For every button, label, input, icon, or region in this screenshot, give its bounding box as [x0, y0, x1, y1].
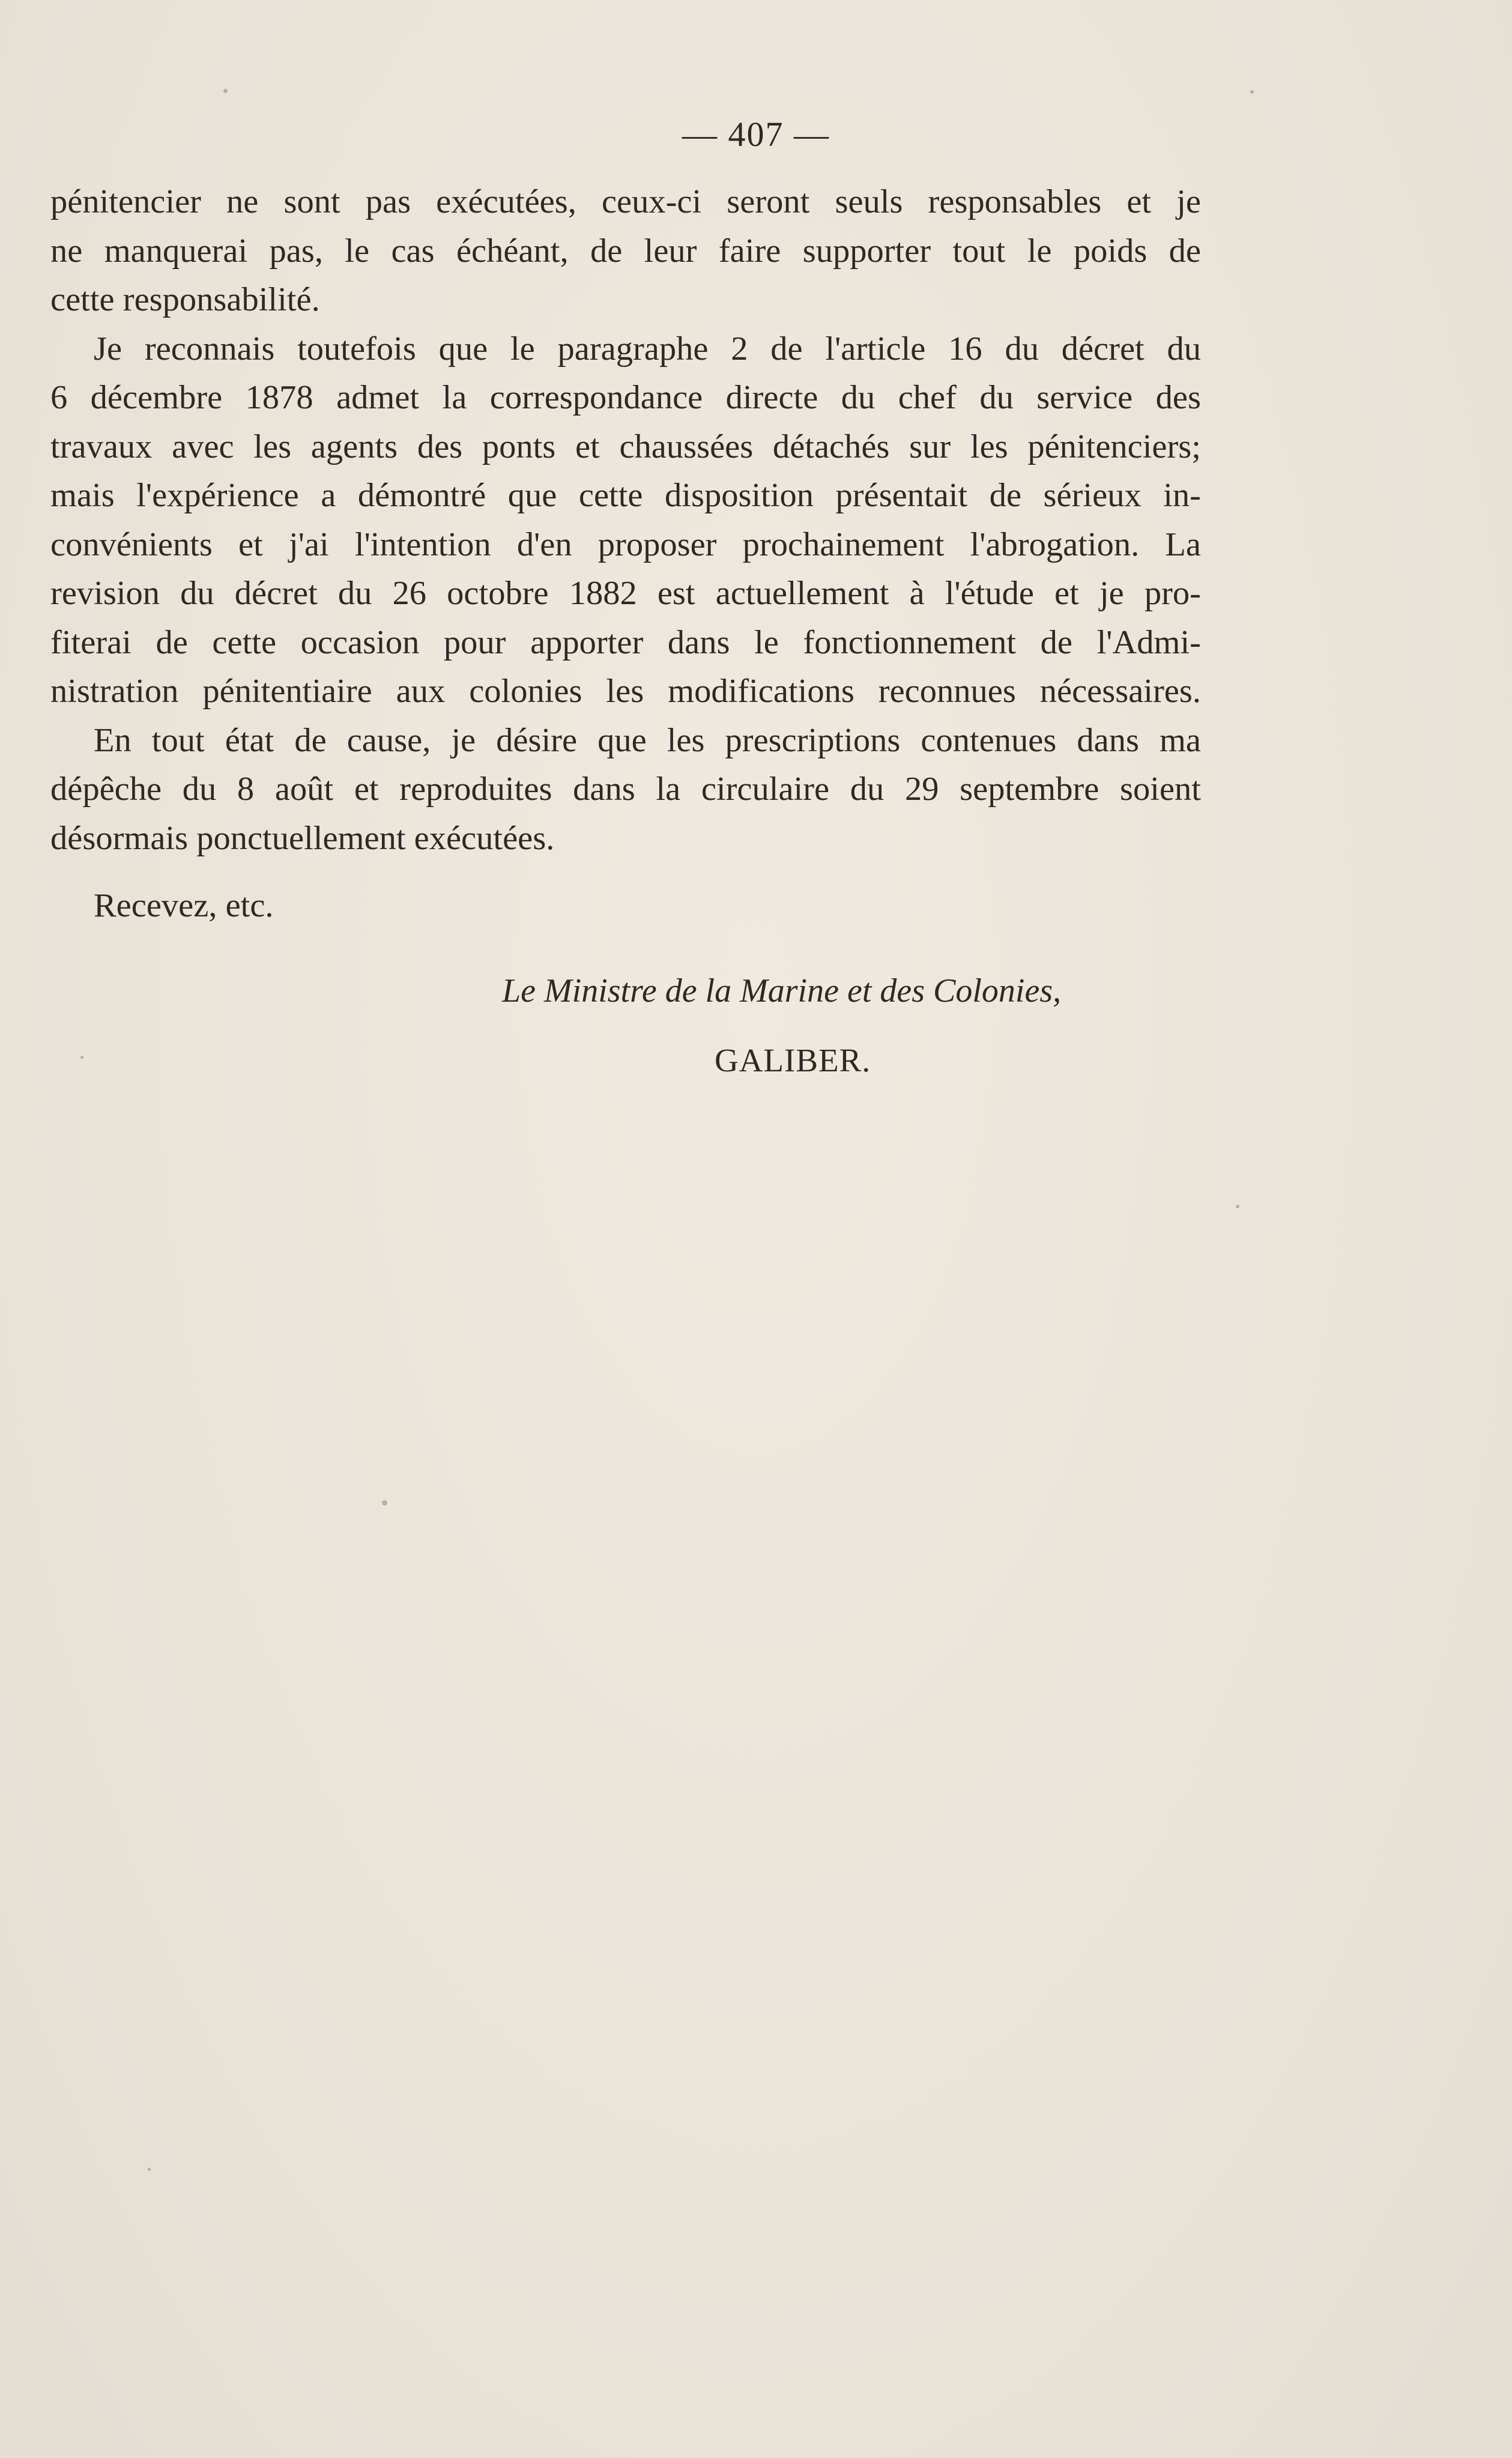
paper-speck [80, 1056, 83, 1059]
text-line: convénients et j'ai l'intention d'en proposer prochainement l'abrogation. La [50, 525, 1201, 563]
salutation: Recevez, etc. [94, 887, 274, 924]
paper-speck [1236, 1205, 1239, 1208]
text-line: pénitencier ne sont pas exécutées, ceux-ci seront seuls responsables et je [50, 183, 1201, 220]
paragraph-continuation [50, 178, 1201, 325]
paper-speck [382, 1500, 387, 1506]
paragraph-decree-reference [50, 325, 1201, 716]
letter-body [50, 178, 1201, 863]
text-line: 6 décembre 1878 admet la correspondance directe du chef du service des [50, 379, 1201, 416]
paper-speck [223, 89, 228, 93]
text-line: dépêche du 8 août et reproduites dans la circulaire du 29 septembre soient [50, 770, 1201, 808]
text-line: fiterai de cette occasion pour apporter dans le fonctionnement de l'Admi- [50, 623, 1201, 661]
signatory-name: GALIBER. [715, 1042, 871, 1079]
paper-speck [1250, 90, 1254, 94]
paragraph-conclusion [50, 716, 1201, 864]
text-line: cette responsabilité. [50, 281, 320, 318]
text-line: Je reconnais toutefois que le paragraphe 2 de l'article 16 du décret du [94, 330, 1201, 368]
text-line: mais l'expérience a démontré que cette disposition présentait de sérieux in- [50, 477, 1201, 514]
text-line: désormais ponctuellement exécutées. [50, 819, 555, 857]
text-line: En tout état de cause, je désire que les prescriptions contenues dans ma [94, 721, 1201, 759]
page-number: — 407 — [682, 115, 830, 154]
paper-speck [148, 2168, 151, 2171]
text-line: nistration pénitentiaire aux colonies les modifications reconnues nécessaires. [50, 673, 1201, 710]
signatory-title: Le Ministre de la Marine et des Colonies, [502, 972, 1062, 1010]
text-line: revision du décret du 26 octobre 1882 est actuellement à l'étude et je pro- [50, 575, 1201, 612]
text-line: travaux avec les agents des ponts et chaussées détachés sur les pénitenciers; [50, 428, 1201, 465]
text-line: ne manquerai pas, le cas échéant, de leur faire supporter tout le poids de [50, 232, 1201, 270]
